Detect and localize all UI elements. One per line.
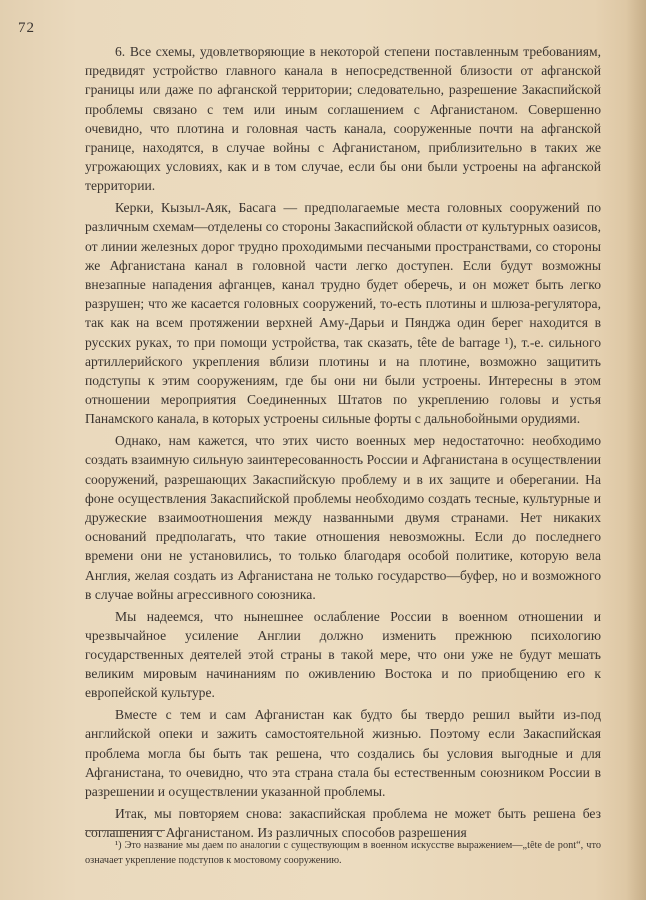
body-text [85,42,601,842]
paragraph: Однако, нам кажется, что этих чисто военных мер недостаточно: необходимо создать взаимную сильную заинтересованность России и Афганистана в осуществлении сооружений, разрешающих Закаспийскую проблему и в их защите и оберегании. На фоне осуществления Закаспийской проблемы необходимо создать тесные, культурные и дружеские взаимоотношения между названными двумя странами. Нет никаких оснований предполагать, что такие отношения невозможны. Если до последнего времени они не установились, то только благодаря особой политике, которую вела Англия, желая создать из Афганистана не только государство—буфер, но и возможного в случае войны агрессивного союзника. [85,433,601,602]
paragraph: Итак, мы повторяем снова: закаспийская проблема не может быть решена без соглашения с Афганистаном. Из различных способов разрешения [85,805,601,841]
page-number: 72 [18,20,35,36]
paragraph: Керки, Кызыл-Аяк, Басага — предполагаемые места головных сооружений по различным схемам—отделены со стороны Закаспийской области от культурных оазисов, от линии железных дорог трудно проходимыми песчаными пространствами, со стороны же Афганистана канал в головной части легко доступен. Если будут возможны внезапные нападения афганцев, канал трудно будет оберечь, и он может быть легко разрушен; что же касается головных сооружений, то-есть плотины и шлюза-регулятора, так как на всем протяжении верхней Аму-Дарьи и Пянджа один берег находится в русских руках, то при помощи устройства, так сказать, tête de barrage ¹), т.-е. сильного артиллерийского укрепления вблизи плотины и на плотине, возможно защитить подступы к этим сооружениям, где бы они ни были устроены. Интересны в этом отношении мероприятия Соединенных Штатов по укреплению головы и устья Панамского канала, в которых устроены сильные форты с дальнобойными орудиями. [85,200,601,427]
paragraph: Вместе с тем и сам Афганистан как будто бы твердо решил выйти из-под английской опеки и зажить самостоятельной жизнью. Поэтому если Закаспийская проблема могла бы быть так решена, что создались бы условия выгодные и для Афганистана, то очевидно, что эта страна стала бы естественным союзником России в разрешении и осуществлении указанной проблемы. [85,707,601,800]
page-edge-shadow [626,0,646,900]
footnote: ¹) Это название мы даем по аналогии с существующим в военном искусстве выражением—„tête de pont“, что означает укрепление подступов к мостовому сооружению. [85,840,601,866]
footnote-divider [85,830,165,831]
paragraph: 6. Все схемы, удовлетворяющие в некоторой степени поставленным требованиям, предвидят устройство главного канала в непосредственной близости от афганской границы или даже по афганской территории; следовательно, разрешение Закаспийской проблемы связано с тем или иным соглашением с Афганистаном. Совершенно очевидно, что плотина и головная часть канала, сооруженные почти на афганской границе, находятся, в случае войны с Афганистаном, приблизительно в таких же угрожающих условиях, как и в том случае, если бы они были устроены на афганской территории. [85,44,601,194]
paragraph: Мы надеемся, что нынешнее ослабление России в военном отношении и чрезвычайное усиление Англии должно изменить прежнюю психологию государственных деятелей этой страны в такой мере, что они уже не будут мешать великим мировым начинаниям по оживлению Востока и по приобщению его к европейской культуре. [85,608,601,701]
